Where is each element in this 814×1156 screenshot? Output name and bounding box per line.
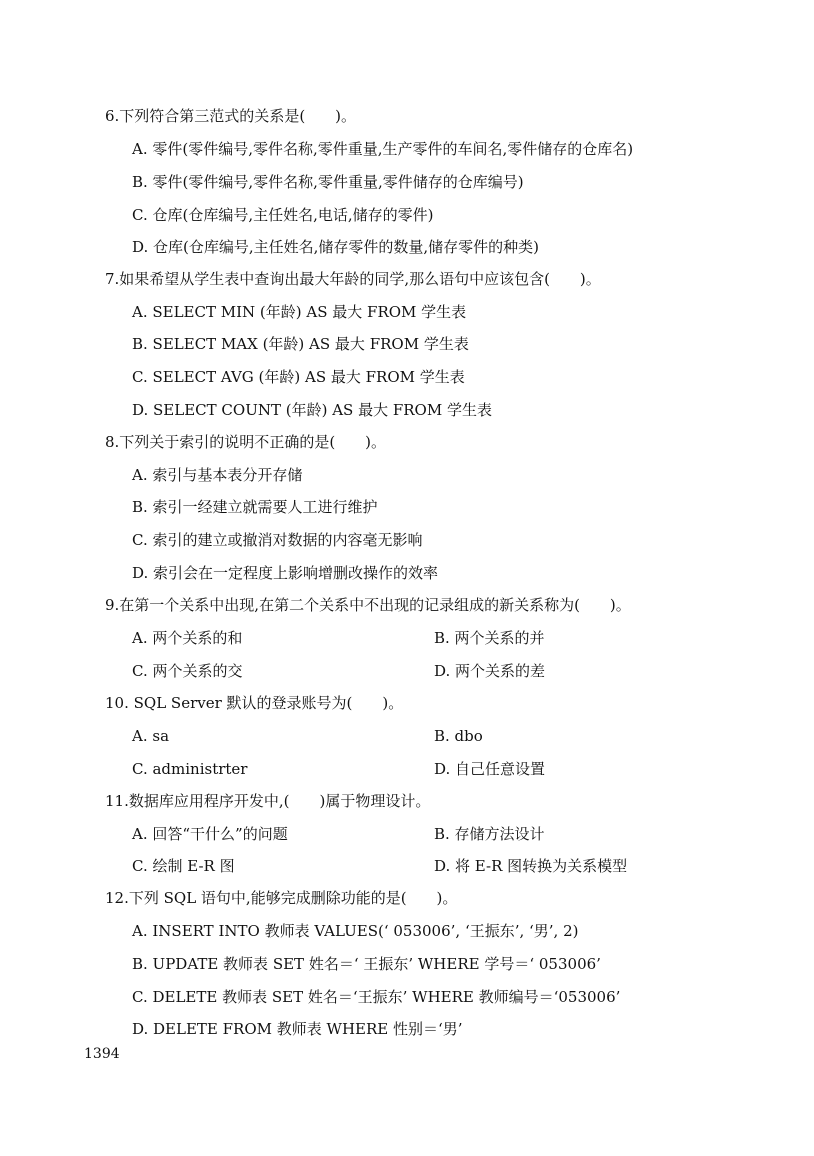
question-7-stem: 7.如果希望从学生表中查询出最大年龄的同学,那么语句中应该包含( )。 — [105, 270, 601, 288]
question-11-option-d: D. 将 E-R 图转换为关系模型 — [434, 857, 628, 875]
question-6-option-d: D. 仓库(仓库编号,主任姓名,储存零件的数量,储存零件的种类) — [132, 238, 540, 256]
question-11-option-c: C. 绘制 E-R 图 — [132, 857, 235, 875]
question-6-stem: 6.下列符合第三范式的关系是( )。 — [105, 107, 357, 125]
question-12-option-a: A. INSERT INTO 教师表 VALUES(‘ 053006’, ‘王振东’, ‘男’, 2) — [132, 922, 579, 940]
question-8-option-c: C. 索引的建立或撤消对数据的内容毫无影响 — [132, 531, 423, 549]
question-10-option-c: C. administrter — [132, 760, 248, 778]
question-12-option-c: C. DELETE 教师表 SET 姓名＝‘王振东’ WHERE 教师编号＝‘053006’ — [132, 988, 621, 1006]
question-8-option-b: B. 索引一经建立就需要人工进行维护 — [132, 498, 378, 516]
question-10-option-b: B. dbo — [434, 727, 483, 745]
page-number: 1394 — [84, 1046, 120, 1062]
question-9-option-a: A. 两个关系的和 — [132, 629, 243, 647]
question-11-option-a: A. 回答“干什么”的问题 — [132, 825, 288, 843]
question-9-stem: 9.在第一个关系中出现,在第二个关系中不出现的记录组成的新关系称为( )。 — [105, 596, 631, 614]
question-10-stem: 10. SQL Server 默认的登录账号为( )。 — [105, 694, 404, 712]
question-6-option-a: A. 零件(零件编号,零件名称,零件重量,生产零件的车间名,零件储存的仓库名) — [132, 140, 634, 158]
question-12-option-b: B. UPDATE 教师表 SET 姓名＝‘ 王振东’ WHERE 学号＝‘ 053006’ — [132, 955, 601, 973]
question-11-stem: 11.数据库应用程序开发中,( )属于物理设计。 — [105, 792, 431, 810]
question-12-option-d: D. DELETE FROM 教师表 WHERE 性别＝‘男’ — [132, 1020, 463, 1038]
question-9-option-b: B. 两个关系的并 — [434, 629, 545, 647]
question-7-option-b: B. SELECT MAX (年龄) AS 最大 FROM 学生表 — [132, 335, 469, 353]
question-12-stem: 12.下列 SQL 语句中,能够完成删除功能的是( )。 — [105, 889, 458, 907]
question-8-stem: 8.下列关于索引的说明不正确的是( )。 — [105, 433, 387, 451]
question-11-option-b: B. 存储方法设计 — [434, 825, 545, 843]
question-9-option-c: C. 两个关系的交 — [132, 662, 243, 680]
question-7-option-d: D. SELECT COUNT (年龄) AS 最大 FROM 学生表 — [132, 401, 492, 419]
question-8-option-d: D. 索引会在一定程度上影响增删改操作的效率 — [132, 564, 439, 582]
question-10-option-a: A. sa — [132, 727, 170, 745]
question-7-option-a: A. SELECT MIN (年龄) AS 最大 FROM 学生表 — [132, 303, 467, 321]
question-8-option-a: A. 索引与基本表分开存储 — [132, 466, 303, 484]
question-6-option-c: C. 仓库(仓库编号,主任姓名,电话,储存的零件) — [132, 206, 434, 224]
question-10-option-d: D. 自己任意设置 — [434, 760, 546, 778]
question-9-option-d: D. 两个关系的差 — [434, 662, 546, 680]
question-7-option-c: C. SELECT AVG (年龄) AS 最大 FROM 学生表 — [132, 368, 465, 386]
question-6-option-b: B. 零件(零件编号,零件名称,零件重量,零件储存的仓库编号) — [132, 173, 524, 191]
